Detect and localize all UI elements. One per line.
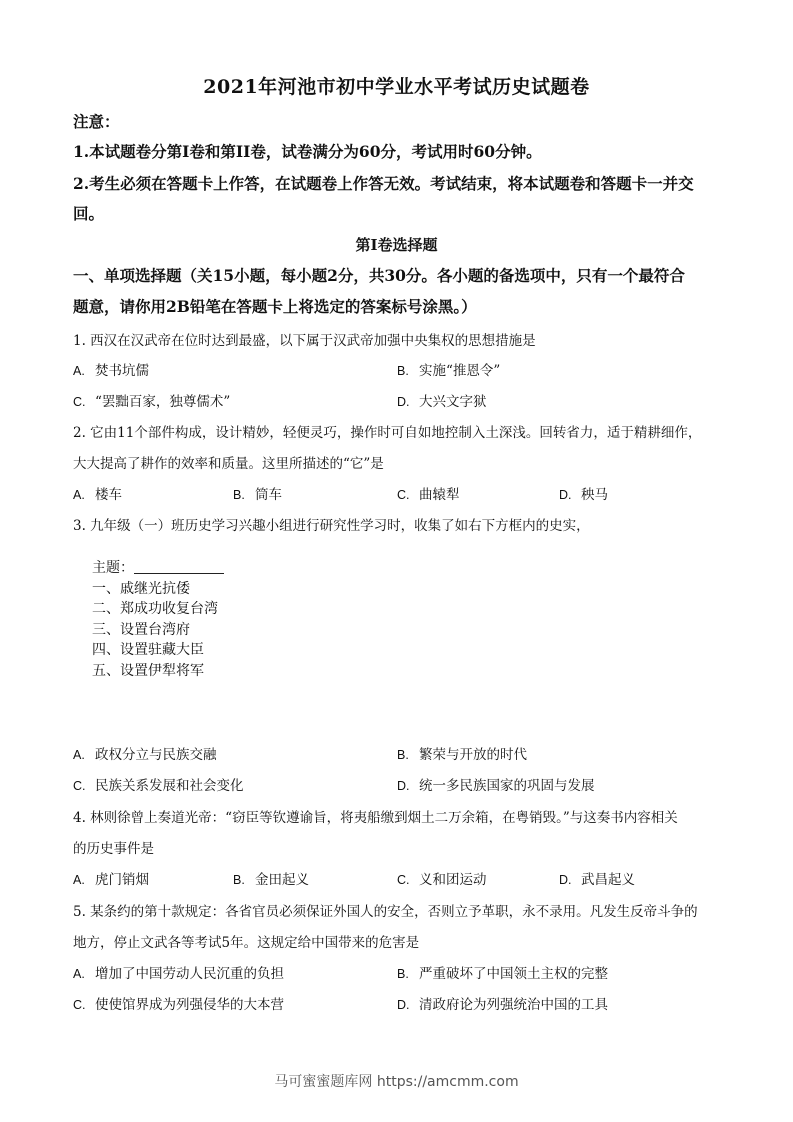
q3-option-a[interactable] [73,743,217,763]
section-instruction-line-1: 一、单项选择题（关15小题，每小题2分，共30分。各小题的备选项中，只有一个最符合 [73,266,685,285]
option-text: 秧马 [581,487,608,503]
q2-stem-line-1: 2. 它由11个部件构成，设计精妙，轻便灵巧，操作时可自如地控制入土深浅。回转省力，适于精耕细作， [73,425,702,441]
option-label: B. [397,748,409,762]
option-text: 大兴文字狱 [419,394,487,410]
option-text: 金田起义 [255,872,309,888]
option-text: 义和团运动 [419,872,487,888]
option-label: D. [397,998,410,1012]
option-text: 虎门销烟 [95,872,149,888]
q1-option-a[interactable] [73,359,149,379]
option-label: A. [73,364,85,378]
q3-fact-box [92,558,224,682]
q1-stem: 1. 西汉在汉武帝在位时达到最盛，以下属于汉武帝加强中央集权的思想措施是 [73,333,536,349]
q5-option-c[interactable] [73,993,284,1013]
section-title: 第Ⅰ卷选择题 [355,236,438,254]
q3-fact-item: 四、设置驻藏大臣 [92,642,204,659]
q1-option-b[interactable] [397,359,500,379]
option-label: B. [397,364,409,378]
q5-option-b[interactable] [397,962,608,982]
option-label: D. [397,779,410,793]
notice-item-1: 1.本试题卷分第Ⅰ卷和第II卷，试卷满分为60分，考试用时60分钟。 [73,142,542,161]
q4-stem-line-2: 的历史事件是 [73,841,154,857]
option-text: 繁荣与开放的时代 [419,747,527,763]
q3-stem: 3. 九年级（一）班历史学习兴趣小组进行研究性学习时，收集了如右下方框内的史实， [73,518,590,534]
q5-stem-line-2: 地方，停止文武各等考试5年。这规定给中国带来的危害是 [73,935,420,951]
q3-fact-item: 二、郑成功收复台湾 [92,601,218,618]
q3-option-c[interactable] [73,774,244,794]
q3-option-b[interactable] [397,743,527,763]
option-text: 焚书坑儒 [95,363,149,379]
q2-option-c[interactable] [397,483,460,503]
q2-option-d[interactable] [559,483,608,503]
option-text: 清政府论为列强统治中国的工具 [419,997,608,1013]
option-text: 使使馆界成为列强侵华的大本营 [95,997,284,1013]
q3-fact-item: 一、戚继光抗倭 [92,580,190,597]
q1-option-c[interactable] [73,390,230,410]
option-label: C. [397,873,410,887]
option-label: A. [73,873,85,887]
notice-item-2-line-1: 2.考生必须在答题卡上作答，在试题卷上作答无效。考试结束，将本试题卷和答题卡一并交 [73,174,694,193]
notice-heading: 注意： [73,112,120,131]
q4-option-b[interactable] [233,868,309,888]
option-label: A. [73,488,85,502]
option-label: D. [397,395,410,409]
q5-option-a[interactable] [73,962,284,982]
q1-option-d[interactable] [397,390,487,410]
option-text: 筒车 [255,487,282,503]
q3-fact-item: 五、设置伊犁将军 [92,662,204,679]
option-label: C. [397,488,410,502]
option-label: D. [559,873,572,887]
option-label: A. [73,967,85,981]
option-label: D. [559,488,572,502]
q2-option-a[interactable] [73,483,122,503]
option-text: 政权分立与民族交融 [95,747,217,763]
option-label: B. [397,967,409,981]
option-text: “罢黜百家，独尊儒术” [95,394,231,410]
option-text: 增加了中国劳动人民沉重的负担 [95,966,284,982]
q5-stem-line-1: 5. 某条约的第十款规定：各省官员必须保证外国人的安全，否则立予革职，永不录用。凡发生反帝斗争的 [73,904,698,920]
option-text: 武昌起义 [581,872,635,888]
option-label: C. [73,998,86,1012]
q2-option-b[interactable] [233,483,282,503]
option-text: 统一多民族国家的巩固与发展 [419,778,595,794]
option-text: 实施“推恩令” [419,363,501,379]
option-label: B. [233,873,245,887]
notice-item-2-line-2: 回。 [73,204,105,223]
section-instruction-line-2: 题意，请你用2B铅笔在答题卡上将选定的答案标号涂黑。） [73,297,477,316]
option-label: C. [73,779,86,793]
footer-watermark[interactable]: 马可蜜蜜题库网 https://amcmm.com [274,1074,519,1090]
q3-topic-label: 主题： [92,560,134,576]
q4-option-d[interactable] [559,868,635,888]
q3-fact-item: 三、设置台湾府 [92,621,190,638]
topic-blank [134,559,224,574]
option-text: 严重破坏了中国领土主权的完整 [419,966,608,982]
option-label: B. [233,488,245,502]
option-label: C. [73,395,86,409]
q4-stem-line-1: 4. 林则徐曾上奏道光帝：“窃臣等钦遵谕旨，将夷船缴到烟土二万余箱，在粤销毁。”与这奏书内容相关 [73,810,678,826]
q2-stem-line-2: 大大提高了耕作的效率和质量。这里所描述的“它”是 [73,456,384,472]
option-label: A. [73,748,85,762]
q5-option-d[interactable] [397,993,608,1013]
option-text: 楼车 [95,487,122,503]
page-title: 2021年河池市初中学业水平考试历史试题卷 [203,76,590,98]
q3-topic-row [92,558,224,579]
option-text: 曲辕犁 [419,487,460,503]
q3-option-d[interactable] [397,774,595,794]
q4-option-a[interactable] [73,868,149,888]
option-text: 民族关系发展和社会变化 [95,778,244,794]
q4-option-c[interactable] [397,868,487,888]
